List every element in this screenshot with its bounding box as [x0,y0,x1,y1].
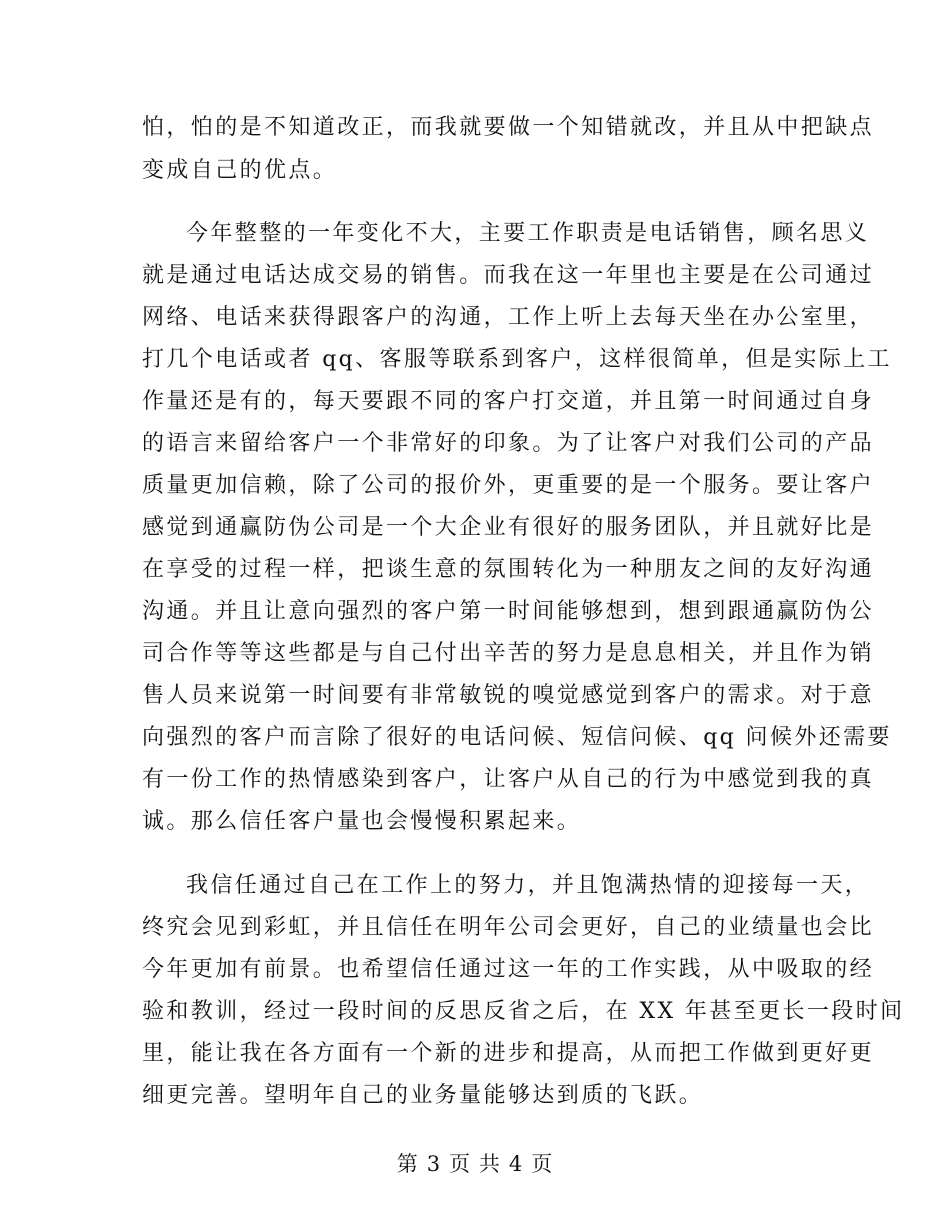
text-line: 细更完善。望明年自己的业务量能够达到质的飞跃。 [142,1083,704,1108]
text-line: 终究会见到彩虹，并且信任在明年公司会更好，自己的业绩量也会比 [142,915,875,940]
text-line: 司合作等等这些都是与自己付出辛苦的努力是息息相关，并且作为销 [142,641,875,666]
text-line: 向强烈的客户而言除了很好的电话问候、短信问候、qq 问候外还需要 [142,725,892,750]
text-line: 在享受的过程一样，把谈生意的氛围转化为一种朋友之间的友好沟通 [142,557,875,582]
text-line: 质量更加信赖，除了公司的报价外，更重要的是一个服务。要让客户 [142,473,875,498]
total-pages-number: 4 [508,1152,524,1176]
text-line: 售人员来说第一时间要有非常敏锐的嗅觉感觉到客户的需求。对于意 [142,683,875,708]
text-line: 作量还是有的，每天要跟不同的客户打交道，并且第一时间通过自身 [142,389,875,414]
text-line: 有一份工作的热情感染到客户，让客户从自己的行为中感觉到我的真 [142,767,875,792]
footer-suffix: 页 [531,1152,554,1176]
text-line: 沟通。并且让意向强烈的客户第一时间能够想到，想到跟通赢防伪公 [142,599,875,624]
text-line: 我信任通过自己在工作上的努力，并且饱满热情的迎接每一天， [186,873,870,898]
footer-middle: 页 共 [449,1152,501,1176]
text-line: 今年更加有前景。也希望信任通过这一年的工作实践，从中吸取的经 [142,957,875,982]
text-line: 今年整整的一年变化不大，主要工作职责是电话销售，顾名思义 [186,221,870,246]
text-line: 怕，怕的是不知道改正，而我就要做一个知错就改，并且从中把缺点 [142,115,875,140]
text-line: 的语言来留给客户一个非常好的印象。为了让客户对我们公司的产品 [142,431,875,456]
text-line: 变成自己的优点。 [142,158,338,183]
text-line: 就是通过电话达成交易的销售。而我在这一年里也主要是在公司通过 [142,263,875,288]
text-line: 里，能让我在各方面有一个新的进步和提高，从而把工作做到更好更 [142,1041,875,1066]
text-line: 打几个电话或者 qq、客服等联系到客户，这样很简单，但是实际上工 [142,347,892,372]
current-page-number: 3 [426,1152,442,1176]
text-line: 诚。那么信任客户量也会慢慢积累起来。 [142,809,582,834]
footer-prefix: 第 [396,1152,419,1176]
text-line: 感觉到通赢防伪公司是一个大企业有很好的服务团队，并且就好比是 [142,515,875,540]
text-line: 验和教训，经过一段时间的反思反省之后，在 XX 年甚至更长一段时间 [142,999,905,1024]
page-footer [0,1152,950,1176]
text-line: 网络、电话来获得跟客户的沟通，工作上听上去每天坐在办公室里， [142,305,875,330]
